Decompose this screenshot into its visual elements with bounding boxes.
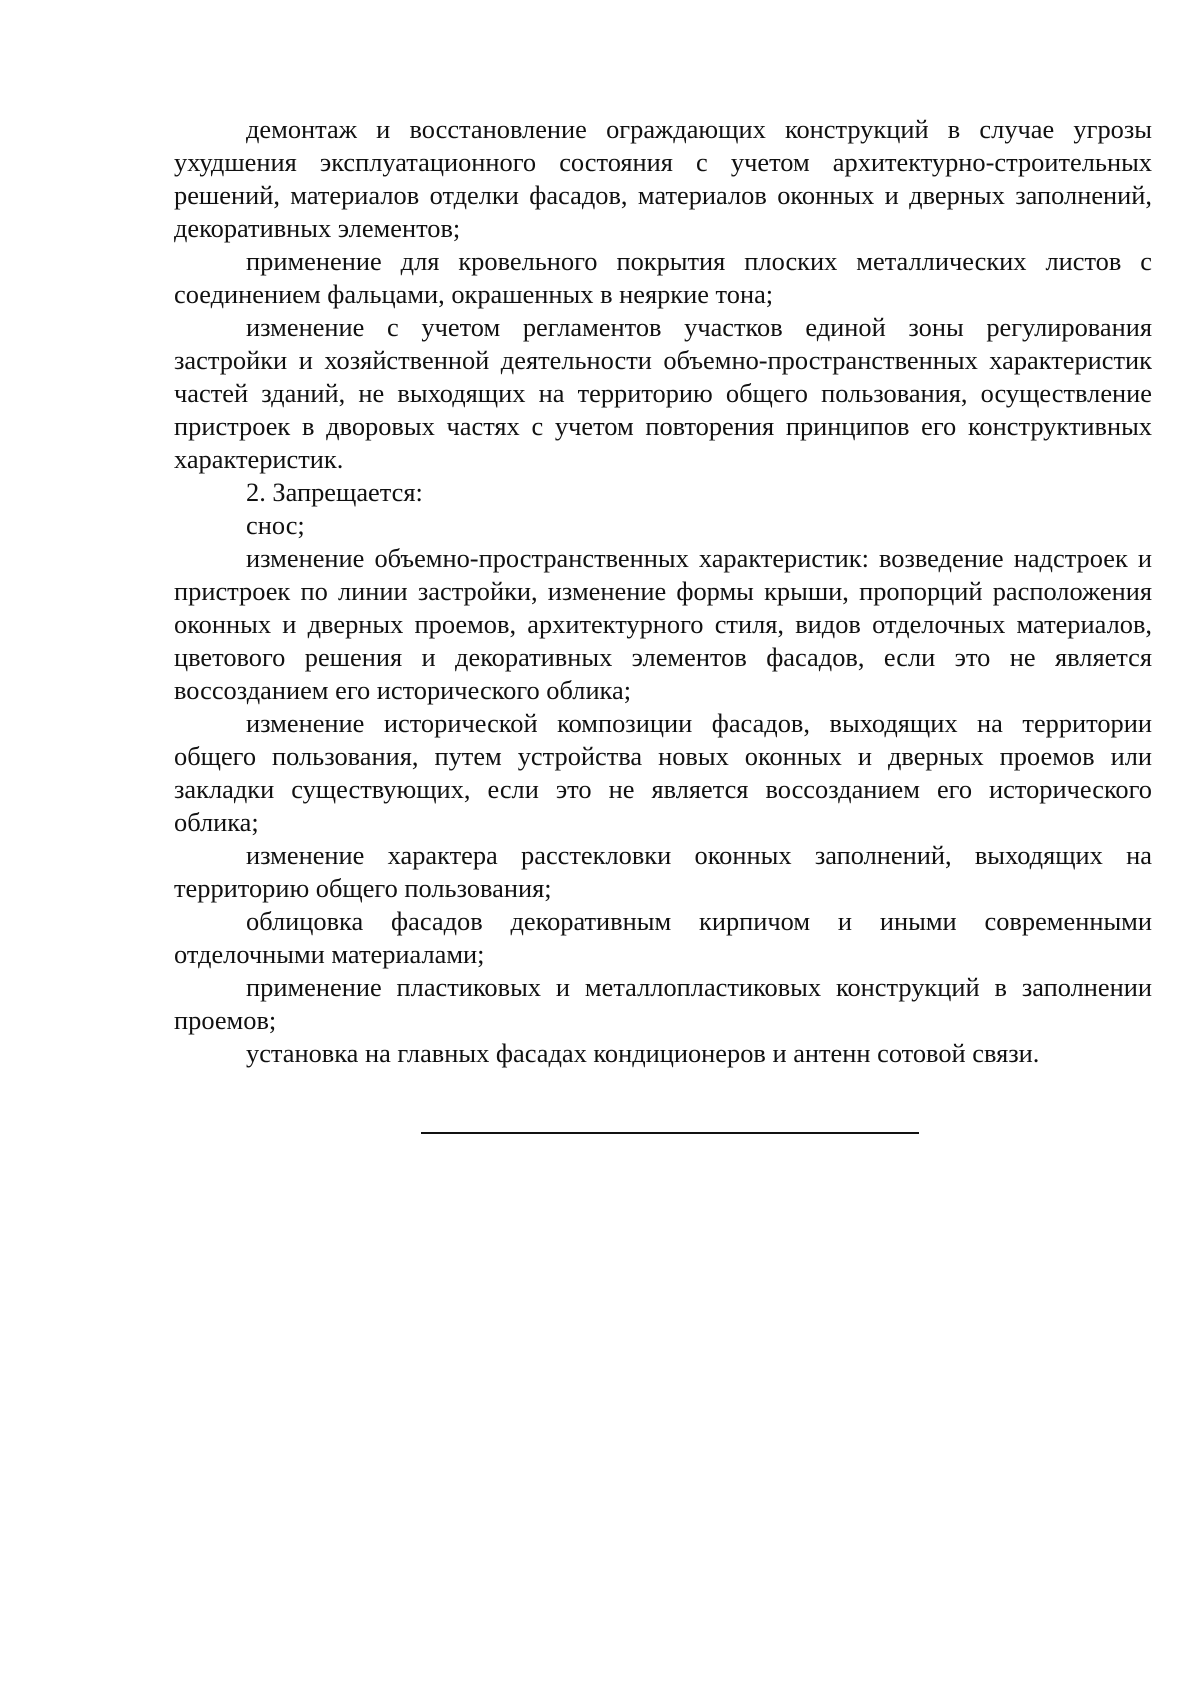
paragraph-air-conditioners: установка на главных фасадах кондиционеров и антенн сотовой связи. bbox=[246, 1038, 1040, 1068]
paragraph-glazing: изменение характера расстекловки оконных заполнений, выходящих на территорию общего пользования; bbox=[174, 840, 1152, 903]
paragraph-roofing: применение для кровельного покрытия плоских металлических листов с соединением фальцами, окрашенных в неяркие тона; bbox=[174, 246, 1152, 309]
paragraph-facade-composition: изменение исторической композиции фасадов, выходящих на территории общего пользования, путем устройства новых оконных и дверных проемов или закладки существующих, если это не является воссозданием его исторического облика; bbox=[174, 708, 1152, 837]
paragraph-dismantling: демонтаж и восстановление ограждающих конструкций в случае угрозы ухудшения эксплуатационного состояния с учетом архитектурно-строительных решений, материалов отделки фасадов, материалов оконных и дверных заполнений, декоративных элементов; bbox=[174, 114, 1152, 243]
paragraph-volume-change-allowed: изменение с учетом регламентов участков единой зоны регулирования застройки и хозяйственной деятельности объемно-пространственных характеристик частей зданий, не выходящих на территорию общего пользования, осуществление пристроек в дворовых частях с учетом повторения принципов его конструктивных характеристик. bbox=[174, 312, 1152, 474]
section-heading-prohibited: 2. Запрещается: bbox=[246, 477, 423, 507]
document-body bbox=[174, 113, 1152, 1070]
paragraph-volume-change-prohibited: изменение объемно-пространственных характеристик: возведение надстроек и пристроек по линии застройки, изменение формы крыши, пропорций расположения оконных и дверных проемов, архитектурного стиля, видов отделочных материалов, цветового решения и декоративных элементов фасадов, если это не является воссозданием его исторического облика; bbox=[174, 543, 1152, 705]
paragraph-demolition: снос; bbox=[246, 510, 305, 540]
end-divider-line bbox=[421, 1132, 919, 1134]
paragraph-plastic-frames: применение пластиковых и металлопластиковых конструкций в заполнении проемов; bbox=[174, 972, 1152, 1035]
paragraph-cladding: облицовка фасадов декоративным кирпичом и иными современными отделочными материалами; bbox=[174, 906, 1152, 969]
